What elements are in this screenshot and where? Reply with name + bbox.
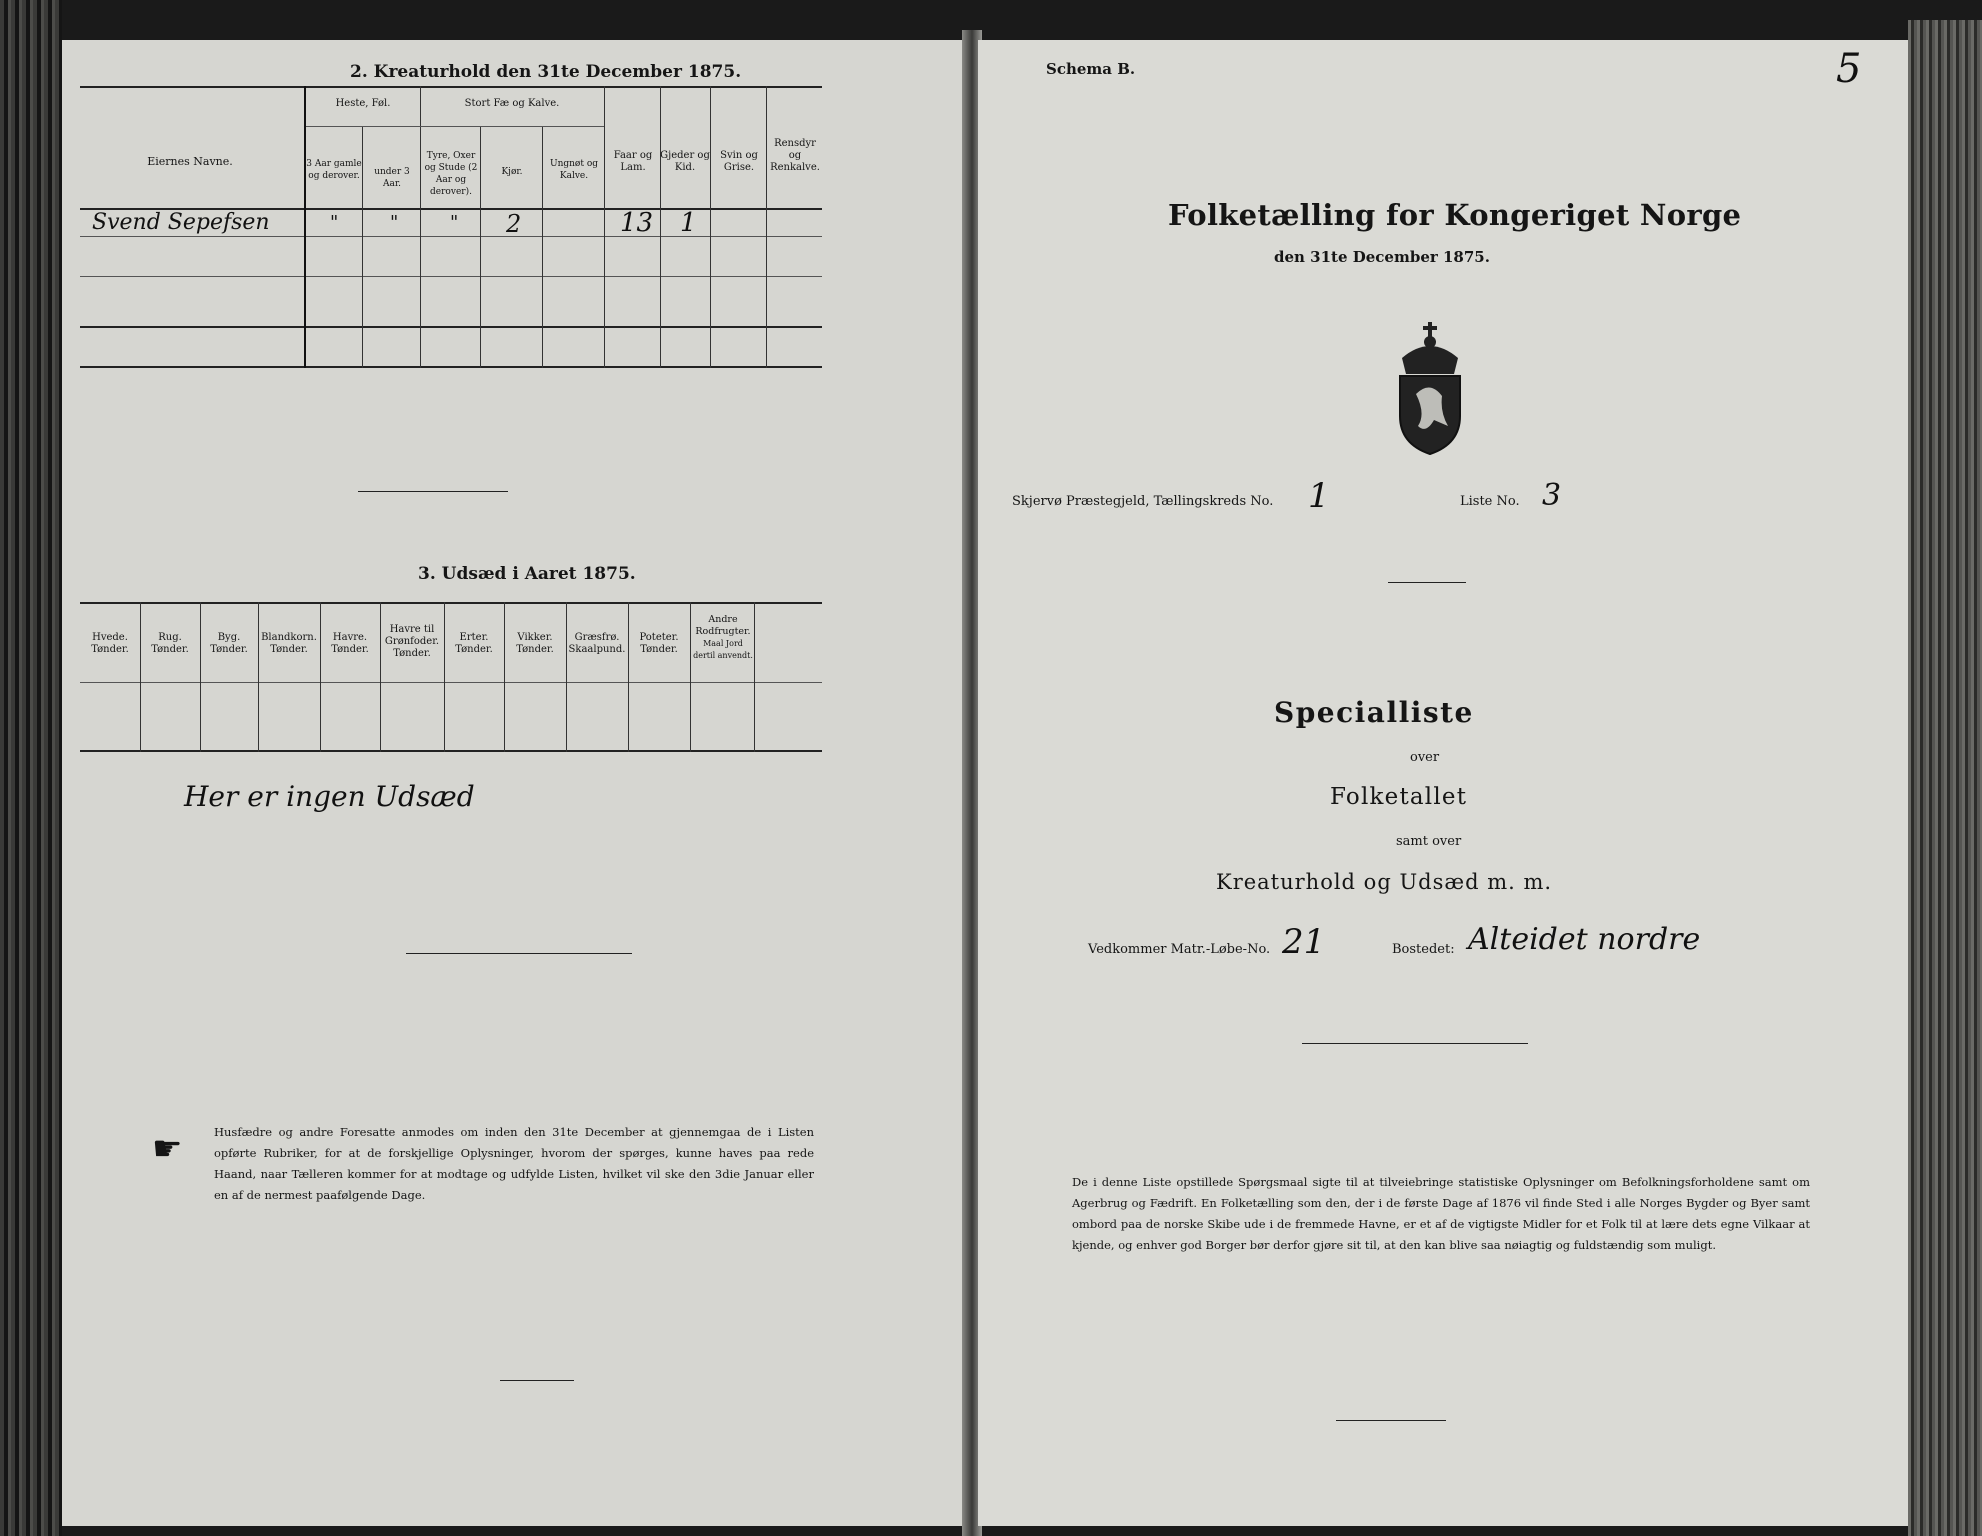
page-number: 5	[1836, 46, 1862, 92]
hvede-header: Hvede. Tønder.	[91, 632, 129, 655]
divider-5	[1302, 1043, 1528, 1044]
coat-of-arms-icon	[1390, 316, 1470, 456]
owner-name-header: Eiernes Navne.	[147, 155, 233, 168]
specialliste-title: Specialliste	[1274, 696, 1474, 729]
prestegjeld-label: Præstegjeld,	[1066, 494, 1150, 509]
main-title: Folketælling for Kongeriget Norge	[1168, 198, 1742, 232]
gjeder-header: Gjeder og Kid.	[660, 150, 710, 173]
section2-title: 2. Kreaturhold den 31te December 1875.	[350, 62, 742, 82]
location-line	[1012, 494, 1273, 509]
graesfro-header: Græsfrø. Skaalpund.	[568, 632, 626, 655]
divider-3	[500, 1380, 574, 1381]
pointing-hand-icon: ☛	[152, 1129, 183, 1169]
footer-paragraph: De i denne Liste opstillede Spørgsmaal sigte til at tilveiebringe statistiske Oplysninger om Befolkningsforholdene samt om Agerbrug og Fædrift. En Folketælling som den, der i de første Dage af 1876 vil finde Sted i alle Norges Bygder og Byer samt ombord paa de norske Skibe ude i de fremmede Havne, er et af de vigtigste Midler for et Folk til at lære dets egne Vilkaar at kjende, og enhver god Borger bør derfor gjøre sit til, at den kan blive saa nøiagtig og fuldstændig som muligt.	[1072, 1175, 1810, 1252]
matr-label: Vedkommer Matr.-Løbe-No.	[1088, 942, 1271, 957]
havre-header: Havre. Tønder.	[331, 632, 369, 655]
tyre-header: Tyre, Oxer og Stude (2 Aar og derover).	[424, 151, 478, 197]
rensdyr-header: Rensdyr og Renkalve.	[770, 138, 820, 173]
samt-over-label: samt over	[1396, 834, 1462, 849]
kjor-cell: 2	[506, 210, 522, 238]
heste-under3-header: under 3 Aar.	[374, 167, 410, 189]
bosted-value: Alteidet nordre	[1468, 922, 1701, 957]
ungnot-header: Ungnøt og Kalve.	[549, 159, 598, 181]
over-label: over	[1410, 750, 1440, 765]
sowing-table	[80, 602, 822, 754]
faar-cell: 13	[620, 208, 654, 238]
rug-header: Rug. Tønder.	[151, 632, 189, 655]
vikker-header: Vikker. Tønder.	[516, 632, 554, 655]
faar-header: Faar og Lam.	[613, 150, 653, 173]
kreaturhold-line: Kreaturhold og Udsæd m. m.	[1216, 870, 1553, 894]
date-line: den 31te December 1875.	[1274, 248, 1490, 266]
heste-under3-cell: "	[390, 212, 399, 233]
kreds-label: Tællingskreds No.	[1153, 494, 1274, 509]
tyre-cell: "	[450, 212, 459, 233]
byg-header: Byg. Tønder.	[210, 632, 248, 655]
liste-label: Liste No.	[1460, 494, 1520, 509]
andre-rodfrugter-header: Andre Rodfrugter. Maal Jord dertil anvendt.	[693, 614, 753, 660]
kjor-header: Kjør.	[501, 167, 523, 177]
poteter-header: Poteter. Tønder.	[639, 632, 679, 655]
liste-value: 3	[1542, 478, 1562, 513]
gjeder-cell: 1	[680, 208, 697, 238]
schema-label: Schema B.	[1046, 60, 1136, 78]
divider-2	[406, 953, 632, 954]
svin-header: Svin og Grise.	[720, 150, 758, 173]
heste-3aar-cell: "	[330, 212, 339, 233]
folketallet-label: Folketallet	[1330, 784, 1468, 810]
kreds-value: 1	[1308, 476, 1330, 516]
havre-gronfoder-header: Havre til Grønfoder. Tønder.	[384, 624, 440, 659]
divider-6	[1336, 1420, 1446, 1421]
matr-value: 21	[1282, 922, 1326, 962]
book-left-edge	[0, 0, 62, 1536]
section3-title: 3. Udsæd i Aaret 1875.	[418, 564, 636, 584]
right-page	[978, 40, 1908, 1526]
divider-1	[358, 491, 508, 492]
prestegjeld-name: Skjervø	[1012, 494, 1062, 509]
heste-header: Heste, Føl.	[335, 98, 391, 109]
owner-name-cell: Svend Sepefsen	[92, 210, 270, 235]
handwritten-no-sowing-note: Her er ingen Udsæd	[184, 780, 475, 813]
bosted-label: Bostedet:	[1392, 942, 1455, 957]
blandkorn-header: Blandkorn. Tønder.	[261, 632, 317, 655]
left-page	[62, 40, 964, 1526]
livestock-table	[80, 86, 822, 368]
stort-fae-header: Stort Fæ og Kalve.	[464, 98, 560, 109]
erter-header: Erter. Tønder.	[455, 632, 493, 655]
notice-paragraph: Husfædre og andre Foresatte anmodes om inden den 31te December at gjennemgaa de i Listen opførte Rubriker, for at de forskjellige Oplysninger, hvorom der spørges, kunne haves paa rede Haand, naar Tælleren kommer for at modtage og udfylde Listen, hvilket vil ske den 3die Januar eller en af de nermest paafølgende Dage.	[214, 1125, 814, 1202]
divider-4	[1388, 582, 1466, 583]
heste-3aar-header: 3 Aar gamle og derover.	[306, 159, 362, 181]
book-right-edge	[1908, 20, 1982, 1536]
